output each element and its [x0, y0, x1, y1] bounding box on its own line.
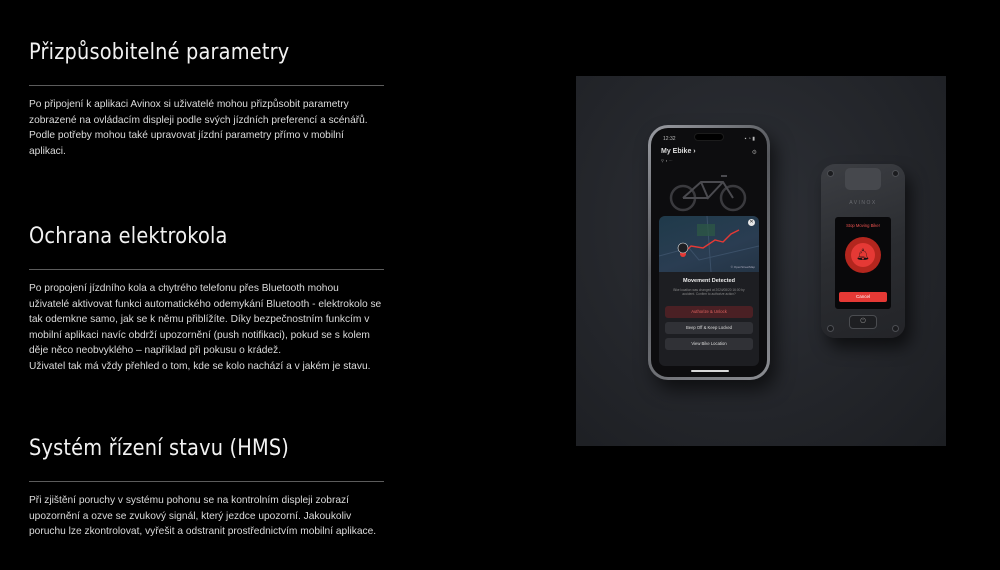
text-line: poruchu lze zkontrolovat, vyřešit a odstranit prostřednictvím mobilní aplikace.: [29, 526, 377, 537]
text-line: děje něco neobvyklého – například při pokusu o krádež.: [29, 345, 282, 356]
screw-icon: [892, 170, 899, 177]
bell-icon: 🔔︎: [851, 243, 875, 267]
bike-icon: [663, 168, 753, 212]
text-line: tak odemkne samo, jak se k němu přiblížíte. Díky bezpečnostním funkcím v: [29, 314, 370, 325]
screw-icon: [827, 170, 834, 177]
text-line: Po propojení jízdního kola a chytrého telefonu přes Bluetooth mohou: [29, 283, 339, 294]
divider: [29, 481, 384, 482]
section-text: [29, 493, 384, 540]
text-line: aplikaci.: [29, 145, 66, 157]
dialog-title: Movement Detected: [683, 278, 735, 284]
location-map[interactable]: [659, 216, 759, 272]
map-credit: © OpenStreetMap: [730, 265, 755, 269]
home-indicator: [691, 370, 729, 372]
section-text: [29, 281, 384, 374]
product-image: [576, 76, 946, 446]
section-text: [29, 97, 384, 159]
section-ebike-protection: [29, 224, 384, 374]
section-title: Ochrana elektrokola: [29, 224, 228, 249]
alert-title: Stop Moving Bike!: [846, 223, 880, 228]
brand-label: AVINOX: [849, 200, 877, 206]
dialog-text: Bike location was changed at 2024/08/20 16:00 by accident. Confirm to authorize action?: [673, 288, 745, 297]
cancel-button[interactable]: Cancel: [839, 292, 887, 302]
power-icon[interactable]: ⏻: [849, 315, 877, 329]
text-line: Uživatel tak má vždy přehled o tom, kde se kolo nachází a v jakém je stavu.: [29, 360, 371, 372]
section-health-management: [29, 436, 384, 540]
alarm-circle: [845, 237, 881, 273]
beep-off-keep-locked-button[interactable]: Beep Off & Keep Locked: [665, 322, 753, 334]
text-line: upozornění a ozve se zvukový signál, který jezdce upozorní. Jakoukoliv: [29, 510, 352, 522]
text-line: mobilní aplikaci navíc obdrží upozornění (push notifikaci), pokud se s kolem: [29, 329, 370, 341]
screw-icon: [827, 325, 834, 332]
status-time: 12:32: [663, 136, 676, 142]
mount-bump: [845, 168, 881, 190]
section-title: Přizpůsobitelné parametry: [29, 40, 290, 65]
dynamic-island: [694, 133, 724, 141]
app-title: My Ebike ›: [661, 148, 696, 155]
authorize-unlock-button[interactable]: Authorize & Unlock: [665, 306, 753, 318]
smartphone: [648, 125, 770, 380]
section-customizable-parameters: [29, 40, 384, 159]
status-icons: ▪ ◔ ▮: [744, 136, 755, 142]
device-screen: [835, 217, 891, 309]
text-line: Při zjištění poruchy v systému pohonu se na kontrolním displeji zobrazí: [29, 495, 349, 506]
text-line: Podle potřeby mohou také upravovat jízdní parametry přímo v mobilní: [29, 130, 344, 141]
divider: [29, 85, 384, 86]
close-icon[interactable]: ✕: [749, 219, 754, 225]
movement-alert-dialog: [659, 216, 759, 366]
phone-screen: [651, 128, 767, 377]
route-path: [659, 216, 759, 272]
screw-icon: [892, 325, 899, 332]
view-bike-location-button[interactable]: View Bike Location: [665, 338, 753, 350]
control-display-device: [821, 164, 905, 338]
text-line: zobrazené na ovládacím displeji podle svých jízdních preferencí a scénářů.: [29, 114, 368, 126]
text-line: Po připojení k aplikaci Avinox si uživatelé mohou přizpůsobit parametry: [29, 99, 349, 110]
divider: [29, 269, 384, 270]
app-subtitle: ⚲ ◑ ···: [661, 158, 673, 163]
text-line: uživatelé aktivovat funkci automatického odemykání Bluetooth - elektrokolo se: [29, 298, 382, 310]
section-title: Systém řízení stavu (HMS): [29, 436, 290, 461]
gear-icon: ⚙: [751, 150, 757, 156]
